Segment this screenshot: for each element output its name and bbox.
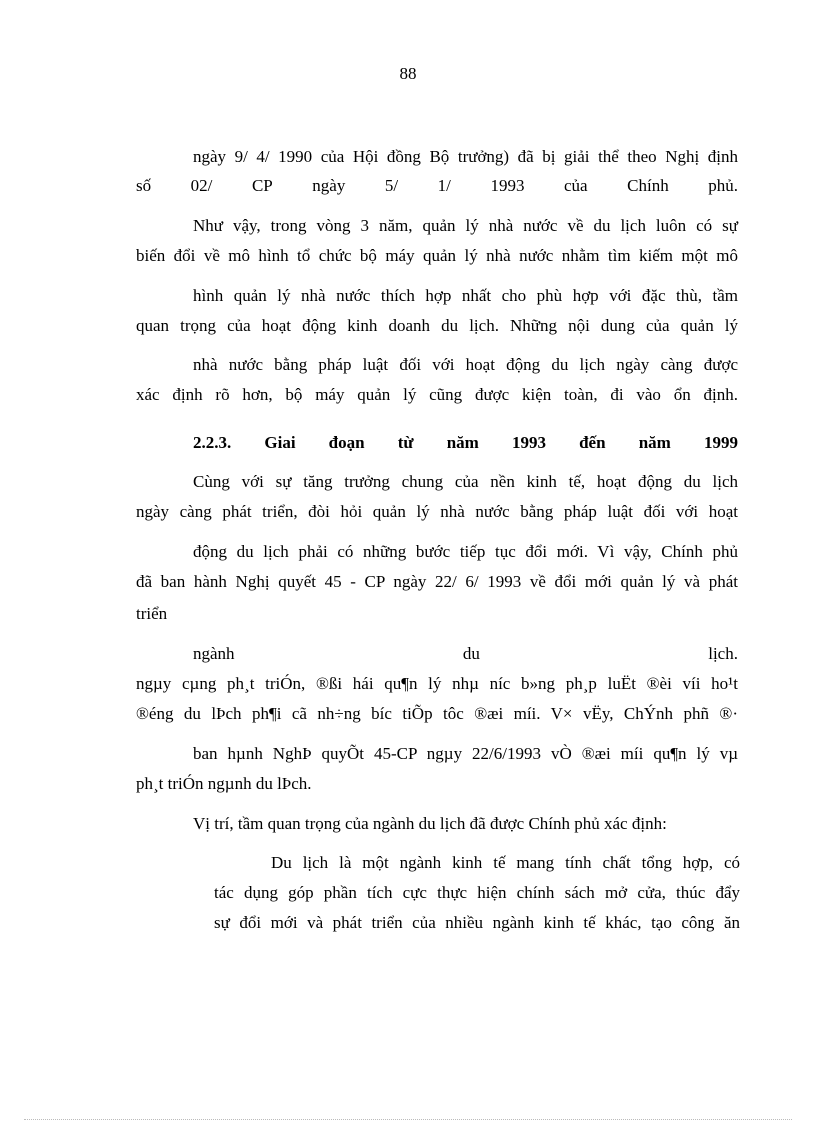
text-line: xác định rõ hơn, bộ máy quản lý cũng được kiện toàn, đi vào ổn định.	[136, 385, 738, 404]
text-line: đã ban hành Nghị quyết 45 - CP ngày 22/ 6/ 1993 về đổi mới quản lý và phát	[136, 572, 738, 591]
garbled-text-line: ®éng du lÞch ph¶i cã nh÷ng bíc tiÕp tôc ®æi míi. V× vËy, ChÝnh phñ ®·	[136, 704, 738, 723]
word: lịch.	[708, 644, 738, 663]
text-line: ngày 9/ 4/ 1990 của Hội đồng Bộ trưởng) đã bị giải thể theo Nghị định	[193, 147, 738, 166]
garbled-text-line: ph¸t triÓn ngµnh du lÞch.	[136, 774, 312, 793]
text-line: triển	[136, 604, 168, 623]
text-line: nhà nước bằng pháp luật đối với hoạt động du lịch ngày càng được	[193, 355, 738, 374]
page-bottom-border	[24, 1119, 792, 1120]
word: 1/	[437, 176, 451, 195]
heading-word: 1999	[703, 433, 738, 452]
word: phủ.	[708, 176, 738, 195]
heading-word: đoạn	[328, 433, 365, 452]
quote-line: Du lịch là một ngành kinh tế mang tính chất tổng hợp, có	[271, 853, 740, 872]
text-line-spread	[193, 643, 738, 665]
heading-word: từ	[397, 433, 414, 452]
heading-word: 1993	[511, 433, 546, 452]
text-line: quan trọng của hoạt động kinh doanh du lịch. Những nội dung của quản lý	[136, 316, 738, 335]
text-line: Vị trí, tầm quan trọng của ngành du lịch đã được Chính phủ xác định:	[193, 814, 667, 833]
text-line: hình quản lý nhà nước thích hợp nhất cho phù hợp với đặc thù, tầm	[193, 286, 738, 305]
word: 5/	[384, 176, 399, 195]
text-line: biến đổi về mô hình tổ chức bộ máy quản lý nhà nước nhằm tìm kiếm một mô	[136, 246, 738, 265]
heading-word: năm	[446, 433, 479, 452]
garbled-text-line: ban hµnh NghÞ quyÕt 45-CP ngµy 22/6/1993 vÒ ®æi míi qu¶n lý vµ	[193, 744, 738, 763]
garbled-text-line: ngµy cµng ph¸t triÓn, ®ßi hái qu¶n lý nhµ níc b»ng ph¸p luËt ®èi víi ho¹t	[136, 674, 738, 693]
heading-word: đến	[579, 433, 606, 452]
word: số	[136, 176, 152, 195]
text-line: động du lịch phải có những bước tiếp tục đổi mới. Vì vậy, Chính phủ	[193, 542, 738, 561]
page-number: 88	[399, 64, 417, 83]
word: 02/	[190, 176, 213, 195]
word: 1993	[490, 176, 525, 195]
word: CP	[251, 176, 273, 195]
text-line: Cùng với sự tăng trưởng chung của nền kinh tế, hoạt động du lịch	[193, 472, 738, 491]
text-line-spread	[136, 175, 738, 197]
section-heading	[193, 432, 738, 454]
word: ngày	[312, 176, 346, 195]
heading-word: 2.2.3.	[193, 433, 232, 452]
word: ngành	[193, 644, 235, 663]
text-line: ngày càng phát triển, đòi hỏi quản lý nhà nước bằng pháp luật đối với hoạt	[136, 502, 738, 521]
word: du	[462, 644, 480, 663]
heading-word: Giai	[264, 433, 296, 452]
text-line: Như vậy, trong vòng 3 năm, quản lý nhà nước về du lịch luôn có sự	[193, 216, 738, 235]
word: Chính	[627, 176, 669, 195]
word: của	[564, 176, 588, 195]
heading-word: năm	[638, 433, 671, 452]
quote-line: sự đổi mới và phát triển của nhiều ngành kinh tế khác, tạo công ăn	[214, 913, 740, 932]
quote-line: tác dụng góp phần tích cực thực hiện chính sách mở cửa, thúc đẩy	[214, 883, 740, 902]
